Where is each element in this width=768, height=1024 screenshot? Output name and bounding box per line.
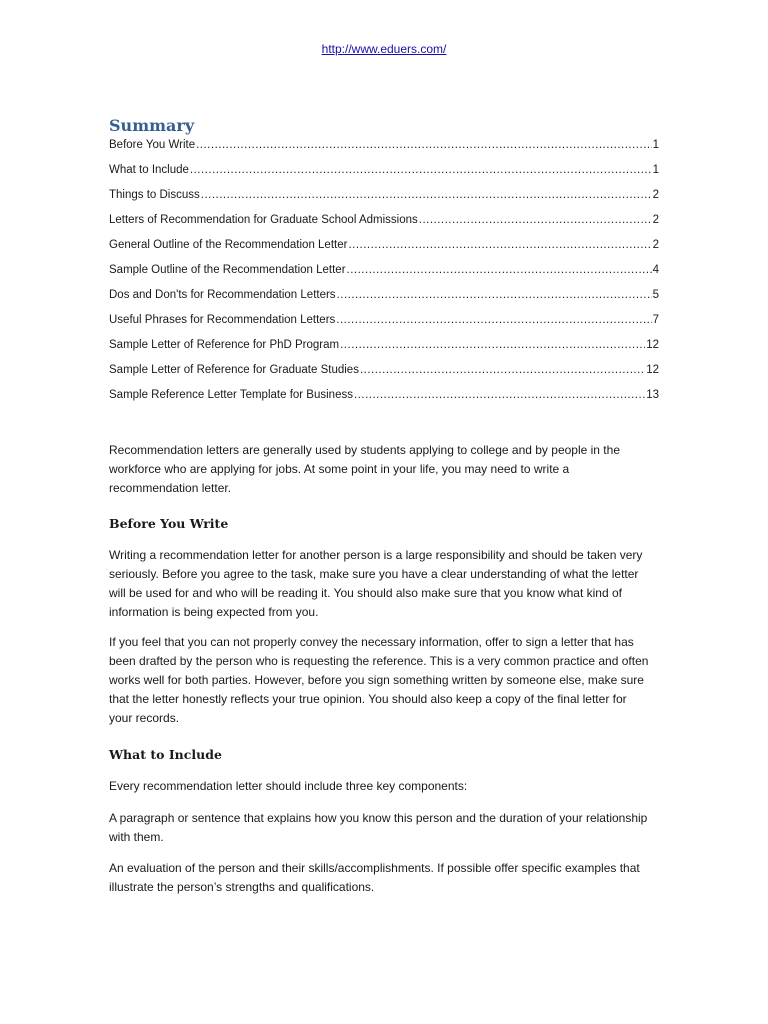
toc-leader-dots (340, 337, 645, 354)
toc-item-label: Dos and Don'ts for Recommendation Letters (109, 289, 336, 301)
before-you-write-paragraph-2: If you feel that you can not properly convey the necessary information, offer to sign a letter that has been drafted by the person who is requesting the reference. This is a very common practice and often works well for both parties. However, before you sign something written by someone else, make sure that the letter honestly reflects your true opinion. You should also keep a copy of the final letter for your records. (109, 635, 649, 725)
toc-item-graduate-school-letters[interactable] (109, 212, 659, 237)
toc-item-page: 1 (652, 139, 659, 151)
heading-what-to-include: What to Include (109, 747, 222, 762)
toc-item-label: Before You Write (109, 139, 196, 151)
toc-leader-dots (337, 287, 652, 304)
toc-leader-dots (360, 362, 645, 379)
site-url-link[interactable]: http://www.eduers.com/ (321, 42, 447, 56)
toc-leader-dots (347, 262, 652, 279)
toc-item-page: 2 (652, 214, 659, 226)
what-to-include-paragraph-2: A paragraph or sentence that explains how you know this person and the duration of your relationship with them. (109, 811, 648, 844)
toc-item-sample-outline[interactable] (109, 262, 659, 287)
toc-item-general-outline[interactable] (109, 237, 659, 262)
toc-item-phd-reference[interactable] (109, 337, 659, 362)
toc-item-before-you-write[interactable] (109, 137, 659, 162)
toc-item-what-to-include[interactable] (109, 162, 659, 187)
toc-item-page: 7 (652, 314, 659, 326)
intro-paragraph: Recommendation letters are generally used by students applying to college and by people in the workforce who are applying for jobs. At some point in your life, you may need to write a recommendation letter. (109, 443, 620, 495)
toc-item-label: What to Include (109, 164, 189, 176)
toc-item-label: General Outline of the Recommendation Letter (109, 239, 348, 251)
before-you-write-paragraph-1: Writing a recommendation letter for another person is a large responsibility and should be taken very seriously. Before you agree to the task, make sure you have a clear understanding of what the letter will be used for and who will be reading it. You should also make sure that you know what kind of information is being expected from you. (109, 548, 643, 619)
toc-item-label: Things to Discuss (109, 189, 200, 201)
toc-item-dos-and-donts[interactable] (109, 287, 659, 312)
toc-item-graduate-studies-reference[interactable] (109, 362, 659, 387)
toc-item-useful-phrases[interactable] (109, 312, 659, 337)
toc-item-page: 2 (652, 189, 659, 201)
toc-item-things-to-discuss[interactable] (109, 187, 659, 212)
toc-leader-dots (196, 137, 652, 154)
toc-item-label: Useful Phrases for Recommendation Letters (109, 314, 336, 326)
table-of-contents (109, 137, 659, 412)
toc-item-business-template[interactable] (109, 387, 659, 412)
toc-item-page: 13 (646, 389, 659, 401)
toc-item-label: Letters of Recommendation for Graduate School Admissions (109, 214, 418, 226)
toc-leader-dots (354, 387, 645, 404)
toc-item-page: 12 (646, 364, 659, 376)
toc-item-page: 1 (652, 164, 659, 176)
heading-before-you-write: Before You Write (109, 516, 229, 531)
toc-item-label: Sample Outline of the Recommendation Letter (109, 264, 346, 276)
what-to-include-paragraph-3: An evaluation of the person and their skills/accomplishments. If possible offer specific examples that illustrate the person’s strengths and qualifications. (109, 861, 640, 894)
toc-item-label: Sample Letter of Reference for PhD Program (109, 339, 340, 351)
toc-leader-dots (336, 312, 651, 329)
toc-item-page: 5 (652, 289, 659, 301)
what-to-include-paragraph-1: Every recommendation letter should include three key components: (109, 779, 468, 793)
summary-title: Summary (109, 116, 195, 135)
toc-item-page: 4 (652, 264, 659, 276)
toc-item-label: Sample Letter of Reference for Graduate Studies (109, 364, 359, 376)
toc-leader-dots (419, 212, 652, 229)
toc-leader-dots (348, 237, 651, 254)
toc-item-page: 2 (652, 239, 659, 251)
toc-item-label: Sample Reference Letter Template for Business (109, 389, 353, 401)
toc-leader-dots (190, 162, 652, 179)
toc-item-page: 12 (646, 339, 659, 351)
toc-leader-dots (201, 187, 652, 204)
